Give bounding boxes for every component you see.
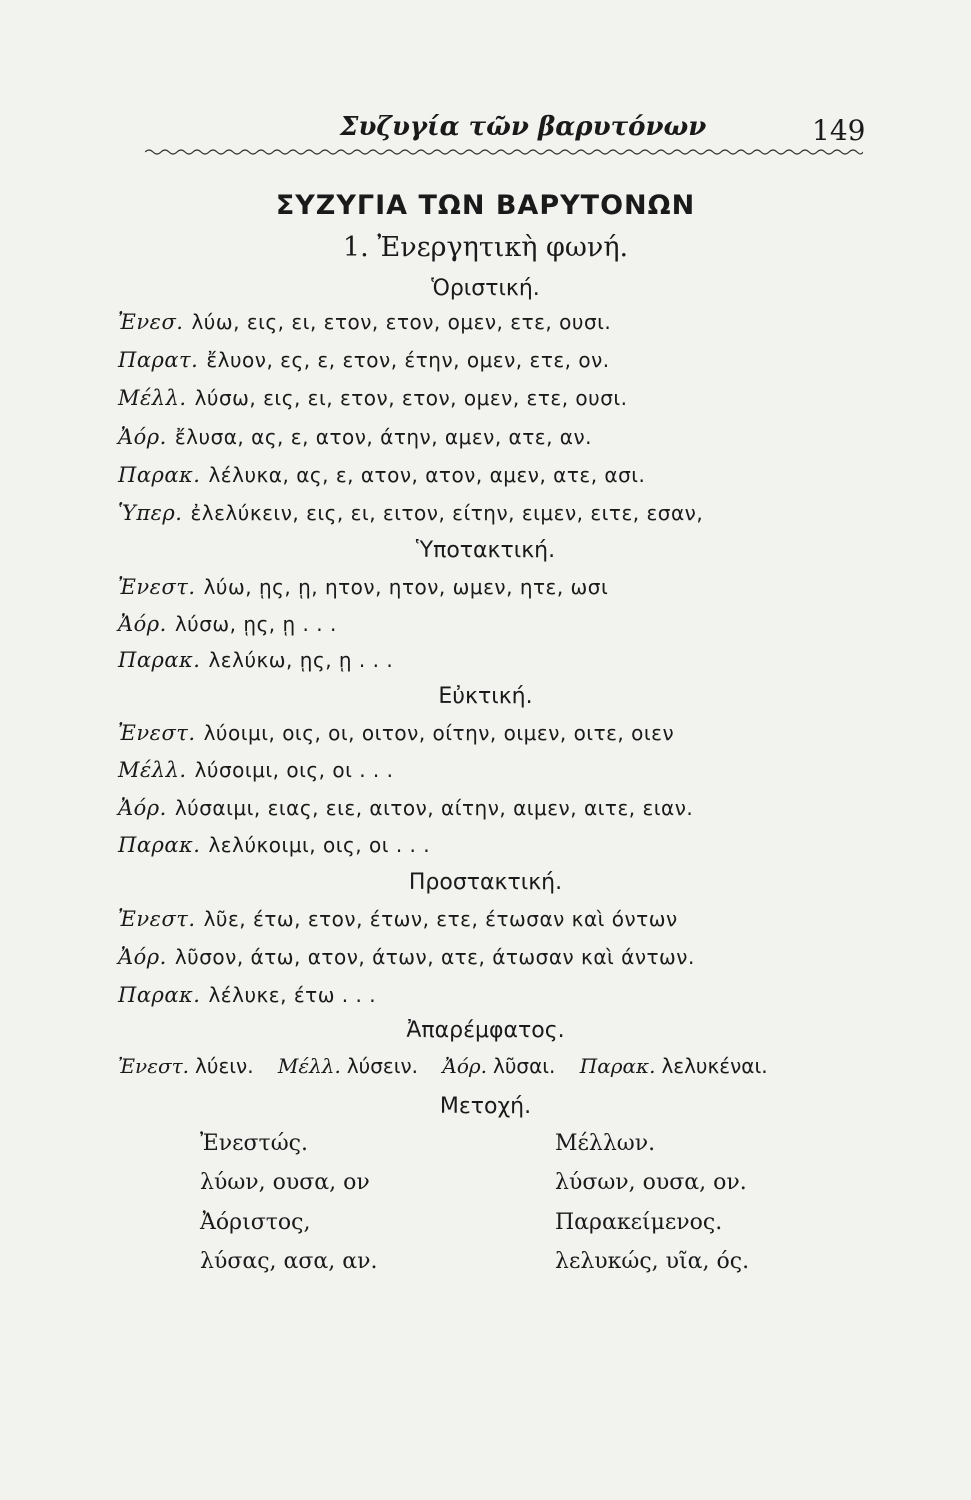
tense-label: Ἐνεστ.	[118, 721, 196, 745]
tense-label: Παρακ.	[118, 833, 201, 857]
forms: λέλυκα, ας, ε, ατον, ατον, αμεν, ατε, ασι.	[208, 463, 646, 487]
participle-aorist-label: Ἀόριστος,	[200, 1210, 311, 1235]
imperative-row	[118, 907, 878, 931]
imperative-row	[118, 983, 878, 1007]
forms: λελύκω, ῃς, ῃ . . .	[208, 648, 394, 672]
running-title: Συζυγία τῶν βαρυτόνων	[340, 112, 707, 142]
forms: λύσω, ῃς, ῃ . . .	[174, 612, 337, 636]
forms: λύοιμι, οις, οι, οιτον, οίτην, οιμεν, οιτε, οιεν	[203, 721, 675, 745]
tense-label: Παρατ.	[118, 348, 199, 372]
participle-perfect-label: Παρακείμενος.	[555, 1210, 723, 1235]
tense-label: Ἀόρ.	[442, 1054, 487, 1078]
forms: ἔλυσα, ας, ε, ατον, άτην, αμεν, ατε, αν.	[174, 425, 593, 449]
optative-row	[118, 833, 878, 857]
imperative-row	[118, 945, 878, 969]
infinitive-heading: Ἀπαρέμφατος.	[406, 1018, 565, 1043]
main-title: ΣΥΖΥΓΙΑ ΤΩΝ ΒΑΡΥΤΟΝΩΝ	[275, 190, 696, 221]
participle-perfect-forms: λελυκώς, υῖα, ός.	[555, 1249, 750, 1274]
tense-label: Ἀόρ.	[118, 612, 167, 636]
tense-label: Ἐνεστ.	[118, 575, 196, 599]
forms: λύω, εις, ει, ετον, ετον, ομεν, ετε, ουσι.	[191, 310, 612, 334]
optative-row	[118, 758, 878, 782]
tense-label: Ἀόρ.	[118, 796, 167, 820]
forms: λύσειν.	[346, 1054, 419, 1078]
forms: λῦε, έτω, ετον, έτων, ετε, έτωσαν καὶ όντων	[203, 907, 678, 931]
forms: λελύκοιμι, οις, οι . . .	[208, 833, 431, 857]
tense-label: Ἀόρ.	[118, 945, 167, 969]
tense-label: Παρακ.	[118, 648, 201, 672]
participle-present-label: Ἐνεστώς.	[200, 1131, 308, 1156]
forms: λῦσαι.	[493, 1054, 556, 1078]
imperative-heading: Προστακτική.	[408, 870, 563, 895]
tense-label: Ἀόρ.	[118, 425, 167, 449]
participle-future-forms: λύσων, ουσα, ον.	[555, 1170, 747, 1195]
forms: λύσοιμι, οις, οι . . .	[194, 758, 394, 782]
indicative-row	[118, 310, 878, 334]
infinitive-row	[118, 1054, 786, 1078]
forms: λύσω, εις, ει, ετον, ετον, ομεν, ετε, ουσι.	[194, 386, 628, 410]
participle-present-forms: λύων, ουσα, ον	[200, 1170, 370, 1195]
optative-row	[118, 796, 878, 820]
forms: ἔλυον, ες, ε, ετον, έτην, ομεν, ετε, ον.	[206, 348, 610, 372]
indicative-row	[118, 501, 878, 525]
optative-heading: Εὐκτική.	[438, 684, 533, 709]
indicative-row	[118, 386, 878, 410]
page-number: 149	[812, 114, 866, 147]
participle-aorist-forms: λύσας, ασα, αν.	[200, 1249, 378, 1274]
tense-label: Παρακ.	[579, 1054, 656, 1078]
indicative-heading: Ὁριστική.	[431, 276, 540, 301]
subjunctive-row	[118, 575, 878, 599]
tense-label: Μέλλ.	[118, 758, 187, 782]
indicative-row	[118, 348, 878, 372]
tense-label: Μέλλ.	[118, 386, 187, 410]
forms: λέλυκε, έτω . . .	[208, 983, 377, 1007]
forms: λύω, ῃς, ῃ, ητον, ητον, ωμεν, ητε, ωσι	[203, 575, 609, 599]
tense-label: Παρακ.	[118, 983, 201, 1007]
indicative-row	[118, 463, 878, 487]
tense-label: Ἐνεσ.	[118, 310, 184, 334]
subjunctive-row	[118, 648, 878, 672]
forms: λῦσον, άτω, ατον, άτων, ατε, άτωσαν καὶ άντων.	[174, 945, 695, 969]
subjunctive-row	[118, 612, 878, 636]
forms: λύσαιμι, ειας, ειε, αιτον, αίτην, αιμεν, αιτε, ειαν.	[174, 796, 694, 820]
tense-label: Ἐνεστ.	[118, 907, 196, 931]
voice-title: 1. Ἐνεργητικὴ φωνή.	[342, 232, 629, 263]
wavy-rule	[145, 148, 863, 156]
tense-label: Παρακ.	[118, 463, 201, 487]
optative-row	[118, 721, 878, 745]
participle-future-label: Μέλλων.	[555, 1131, 656, 1156]
forms: λύειν.	[195, 1054, 254, 1078]
tense-label: Ὑπερ.	[118, 501, 183, 525]
tense-label: Μέλλ.	[277, 1054, 341, 1078]
subjunctive-heading: Ὑποτακτική.	[415, 538, 556, 563]
forms: λελυκέναι.	[661, 1054, 768, 1078]
participle-heading: Μετοχή.	[439, 1094, 532, 1119]
tense-label: Ἐνεστ.	[118, 1054, 190, 1078]
indicative-row	[118, 425, 878, 449]
forms: ἐλελύκειν, εις, ει, ειτον, είτην, ειμεν, ειτε, εσαν,	[190, 501, 704, 525]
